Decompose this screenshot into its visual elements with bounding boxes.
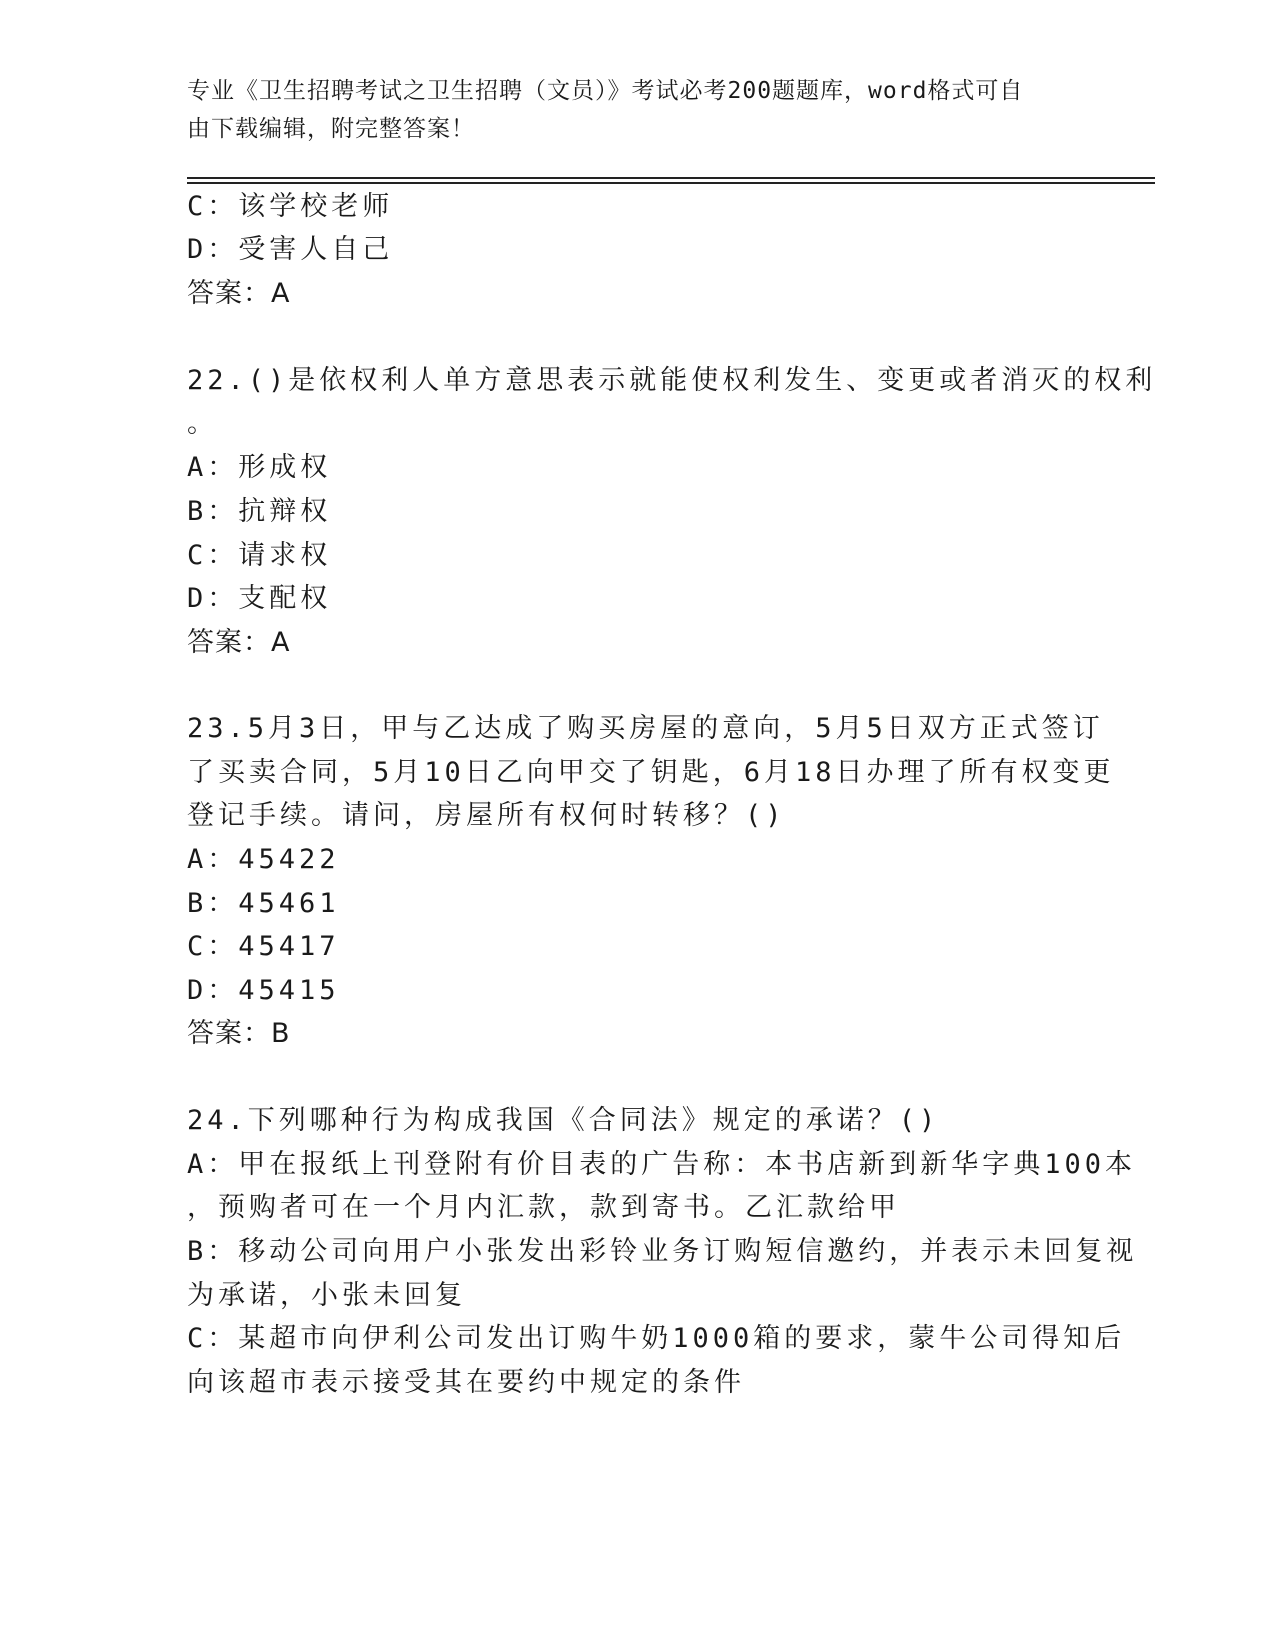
- q23-option-b: B：45461: [187, 888, 340, 919]
- q24-stem-line-1: 24.下列哪种行为构成我国《合同法》规定的承诺？(): [187, 1105, 940, 1136]
- q22-answer: 答案：A: [187, 627, 291, 658]
- q23-option-a: A：45422: [187, 844, 340, 875]
- q22-stem-line-2: 。: [187, 408, 218, 439]
- q24-option-c-line-2: 向该超市表示接受其在要约中规定的条件: [187, 1367, 745, 1398]
- q22-option-d: D：支配权: [187, 583, 332, 614]
- q23-stem-line-2: 了买卖合同，5月10日乙向甲交了钥匙，6月18日办理了所有权变更: [187, 757, 1115, 788]
- q21-option-c: C：该学校老师: [187, 191, 394, 222]
- q23-option-c: C：45417: [187, 931, 340, 962]
- document-header: [187, 72, 1067, 148]
- q24-option-c-line-1: C：某超市向伊利公司发出订购牛奶1000箱的要求，蒙牛公司得知后: [187, 1323, 1126, 1354]
- header-line-1: 专业《卫生招聘考试之卫生招聘（文员）》考试必考200题题库，word格式可自: [187, 78, 1024, 104]
- q21-option-d: D：受害人自己: [187, 234, 394, 265]
- q23-stem-line-3: 登记手续。请问，房屋所有权何时转移？(): [187, 800, 786, 831]
- header-line-2: 由下载编辑，附完整答案！: [187, 116, 475, 142]
- q23-answer: 答案：B: [187, 1018, 291, 1049]
- q24-option-a-line-1: A：甲在报纸上刊登附有价目表的广告称：本书店新到新华字典100本: [187, 1149, 1137, 1180]
- q22-option-b: B：抗辩权: [187, 496, 332, 527]
- q23-option-d: D：45415: [187, 975, 340, 1006]
- header-rule-top: [187, 177, 1155, 179]
- q22-stem-line-1: 22.()是依权利人单方意思表示就能使权利发生、变更或者消灭的权利: [187, 365, 1157, 396]
- q22-option-c: C：请求权: [187, 540, 332, 571]
- q24-option-b-line-1: B：移动公司向用户小张发出彩铃业务订购短信邀约，并表示未回复视: [187, 1236, 1138, 1267]
- q22-option-a: A：形成权: [187, 452, 332, 483]
- q21-answer: 答案：A: [187, 278, 291, 309]
- q24-option-b-line-2: 为承诺，小张未回复: [187, 1280, 466, 1311]
- q24-option-a-line-2: ，预购者可在一个月内汇款，款到寄书。乙汇款给甲: [187, 1192, 900, 1223]
- header-rule-bottom: [187, 182, 1155, 184]
- q23-stem-line-1: 23.5月3日，甲与乙达成了购买房屋的意向，5月5日双方正式签订: [187, 713, 1104, 744]
